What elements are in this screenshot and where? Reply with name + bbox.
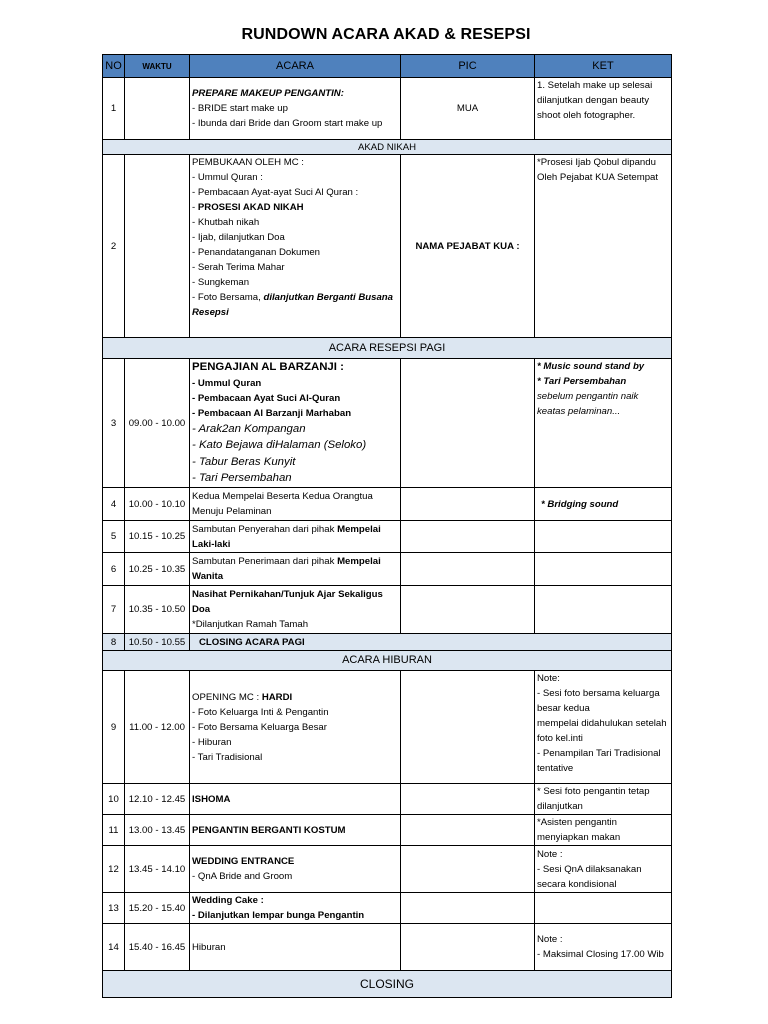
acara-prefix: -: [192, 202, 198, 213]
acara-line: - Arak2an Kompangan: [192, 422, 306, 435]
ket-line: * Tari Persembahan: [537, 376, 627, 387]
acara-line: - Tari Persembahan: [192, 472, 292, 484]
row-number: 13: [103, 893, 125, 924]
acara-line: - Pembacaan Ayat-ayat Suci Al Quran :: [192, 187, 359, 198]
row-number: 6: [103, 553, 125, 586]
row-pic: [401, 924, 535, 971]
acara-line: - QnA Bride and Groom: [192, 871, 293, 882]
row-number: 4: [103, 488, 125, 521]
ket-line: - Maksimal Closing 17.00 Wib: [537, 949, 664, 960]
acara-line: - Foto Keluarga Inti & Pengantin: [192, 706, 329, 718]
section-row-closing: [103, 971, 672, 998]
row-number: 5: [103, 521, 125, 553]
row-pic: MUA: [401, 78, 535, 140]
section-title-closing: CLOSING: [103, 971, 672, 998]
acara-line: - Ummul Quran: [192, 377, 262, 389]
row-acara: [190, 671, 401, 784]
section-row-pagi: [103, 338, 672, 359]
row-time: 15.40 - 16.45: [125, 924, 190, 971]
header-acara: ACARA: [190, 55, 401, 78]
table-row: [103, 553, 672, 586]
row-pic: [401, 893, 535, 924]
row-time: 10.50 - 10.55: [125, 634, 190, 651]
acara-line: - Foto Bersama Keluarga Besar: [192, 721, 327, 733]
row-pic: [401, 521, 535, 553]
row-pic: [401, 784, 535, 815]
row-pic: [401, 359, 535, 488]
acara-line: - Hiburan: [192, 736, 232, 748]
row-time: 15.20 - 15.40: [125, 893, 190, 924]
ket-line: Note:: [537, 673, 560, 684]
ket-line: - Sesi foto bersama keluarga besar kedua: [537, 688, 660, 714]
row-time: 10.35 - 10.50: [125, 586, 190, 634]
acara-line: - Tari Tradisional: [192, 751, 263, 763]
section-row-akad: [103, 140, 672, 155]
row-pic: [401, 586, 535, 634]
row-pic: [401, 553, 535, 586]
acara-prefix: Sambutan Penyerahan dari pihak: [192, 523, 338, 535]
acara-line: [192, 290, 398, 320]
acara-line: - Serah Terima Mahar: [192, 262, 285, 273]
row-ket: [535, 924, 672, 971]
ket-line: sebelum pengantin naik keatas pelaminan...: [537, 391, 639, 417]
row-number: 11: [103, 815, 125, 846]
acara-highlight: PROSESI AKAD NIKAH: [197, 202, 304, 213]
row-acara: [190, 359, 401, 488]
acara-line: - Khutbah nikah: [192, 217, 260, 228]
ket-line: Note :: [537, 848, 563, 860]
header-ket: KET: [535, 55, 672, 78]
table-row: [103, 924, 672, 971]
document-title: RUNDOWN ACARA AKAD & RESEPSI: [241, 26, 531, 43]
acara-line: - Dilanjutkan lempar bunga Pengantin: [192, 910, 365, 921]
row-ket: [535, 155, 672, 338]
acara-text: Kedua Mempelai Beserta Kedua Orangtua Menuju Pelaminan: [192, 491, 373, 517]
row-number: 7: [103, 586, 125, 634]
row-time: 10.15 - 10.25: [125, 521, 190, 553]
row-time: 12.10 - 12.45: [125, 784, 190, 815]
row-number: 1: [103, 78, 125, 140]
table-row: [103, 815, 672, 846]
row-ket: [535, 359, 672, 488]
ket-line: * Music sound stand by: [537, 361, 645, 372]
row-acara: PENGANTIN BERGANTI KOSTUM: [190, 815, 401, 846]
acara-line: - Tabur Beras Kunyit: [192, 455, 296, 468]
acara-line: PREPARE MAKEUP PENGANTIN:: [192, 88, 344, 99]
acara-highlight: Mempelai Laki-laki: [192, 523, 381, 550]
acara-line: - Ummul Quran :: [192, 172, 263, 183]
row-time: 11.00 - 12.00: [125, 671, 190, 784]
row-time: 10.25 - 10.35: [125, 553, 190, 586]
acara-text: [192, 522, 398, 552]
acara-line: - Kato Bejawa diHalaman (Seloko): [192, 439, 367, 451]
row-acara: [190, 893, 401, 924]
row-acara: [190, 553, 401, 586]
acara-line: Nasihat Pernikahan/Tunjuk Ajar Sekaligus Doa: [192, 589, 383, 615]
section-title-hiburan: ACARA HIBURAN: [103, 651, 672, 671]
row-ket: [535, 553, 672, 586]
acara-line: - Penandatanganan Dokumen: [192, 247, 321, 258]
ket-text: 1. Setelah make up selesai dilanjutkan dengan beauty shoot oleh fotographer.: [537, 80, 653, 121]
table-row: [103, 488, 672, 521]
ket-text: * Sesi foto pengantin tetap dilanjutkan: [537, 786, 650, 812]
ket-line: Note :: [537, 934, 563, 945]
table-row-closing-pagi: [103, 634, 672, 651]
row-acara: [190, 586, 401, 634]
table-row: [103, 155, 672, 338]
section-row-hiburan: [103, 651, 672, 671]
acara-line: PEMBUKAAN OLEH MC :: [192, 157, 304, 168]
acara-line: PENGAJIAN AL BARZANJI :: [192, 361, 344, 373]
row-number: 3: [103, 359, 125, 488]
row-number: 12: [103, 846, 125, 893]
acara-line: WEDDING ENTRANCE: [192, 856, 295, 867]
row-acara: ISHOMA: [190, 784, 401, 815]
rundown-table: [102, 54, 672, 998]
table-header-row: [103, 55, 672, 78]
row-pic: [401, 488, 535, 521]
acara-line: [192, 690, 398, 705]
acara-line: - BRIDE start make up: [192, 103, 288, 114]
ket-text: *Prosesi Ijab Qobul dipandu Oleh Pejabat KUA Setempat: [537, 157, 659, 183]
row-number: 8: [103, 634, 125, 651]
header-waktu: WAKTU: [125, 55, 190, 78]
acara-line: - Ijab, dilanjutkan Doa: [192, 232, 285, 243]
row-time: [125, 78, 190, 140]
row-pic: [401, 815, 535, 846]
acara-highlight: HARDI: [261, 691, 293, 703]
acara-highlight: dilanjutkan Berganti Busana Resepsi: [192, 292, 393, 318]
table-row: [103, 78, 672, 140]
acara-prefix: OPENING MC :: [192, 691, 262, 703]
ket-line: mempelai didahulukan setelah foto kel.inti: [537, 718, 667, 744]
row-ket: [535, 586, 672, 634]
row-acara: Hiburan: [190, 924, 401, 971]
row-ket: [535, 815, 672, 846]
row-ket: [535, 784, 672, 815]
acara-text: [192, 554, 398, 584]
acara-prefix: - Foto Bersama,: [192, 292, 264, 303]
header-no: NO: [103, 55, 125, 78]
acara-line: - Pembacaan Al Barzanji Marhaban: [192, 407, 352, 419]
row-number: 9: [103, 671, 125, 784]
row-time: 13.00 - 13.45: [125, 815, 190, 846]
row-acara: [190, 78, 401, 140]
row-time: 13.45 - 14.10: [125, 846, 190, 893]
row-acara: [190, 521, 401, 553]
acara-line: - Sungkeman: [192, 277, 250, 288]
row-time: [125, 155, 190, 338]
row-pic: [401, 846, 535, 893]
row-acara: [190, 846, 401, 893]
acara-highlight: Mempelai Wanita: [192, 556, 381, 582]
row-ket: [535, 846, 672, 893]
acara-line: [192, 200, 398, 215]
header-pic: PIC: [401, 55, 535, 78]
acara-prefix: Sambutan Penerimaan dari pihak: [192, 556, 338, 567]
table-row: [103, 586, 672, 634]
row-ket: * Bridging sound: [535, 488, 672, 521]
acara-line: - Pembacaan Ayat Suci Al-Quran: [192, 392, 341, 404]
row-number: 10: [103, 784, 125, 815]
table-row: [103, 784, 672, 815]
row-pic: [401, 671, 535, 784]
section-title-akad: AKAD NIKAH: [103, 140, 672, 155]
row-acara: [190, 488, 401, 521]
row-acara: [190, 155, 401, 338]
table-row: [103, 893, 672, 924]
row-time: 10.00 - 10.10: [125, 488, 190, 521]
acara-line: Wedding Cake :: [192, 895, 264, 906]
table-row: [103, 671, 672, 784]
row-number: 14: [103, 924, 125, 971]
row-ket: [535, 521, 672, 553]
row-ket: [535, 671, 672, 784]
ket-line: - Sesi QnA dilaksanakan secara kondisional: [537, 863, 642, 890]
row-number: 2: [103, 155, 125, 338]
section-title-pagi: ACARA RESEPSI PAGI: [103, 338, 672, 359]
row-ket: [535, 78, 672, 140]
row-pic: NAMA PEJABAT KUA :: [401, 155, 535, 338]
row-acara: CLOSING ACARA PAGI: [190, 634, 672, 651]
row-time: 09.00 - 10.00: [125, 359, 190, 488]
table-row: [103, 846, 672, 893]
table-row: [103, 521, 672, 553]
ket-text: *Asisten pengantin menyiapkan makan: [537, 817, 621, 843]
acara-line: *Dilanjutkan Ramah Tamah: [192, 619, 309, 630]
table-row: [103, 359, 672, 488]
row-ket: [535, 893, 672, 924]
ket-line: - Penampilan Tari Tradisional tentative: [537, 748, 661, 774]
acara-line: - Ibunda dari Bride dan Groom start make up: [192, 118, 383, 129]
